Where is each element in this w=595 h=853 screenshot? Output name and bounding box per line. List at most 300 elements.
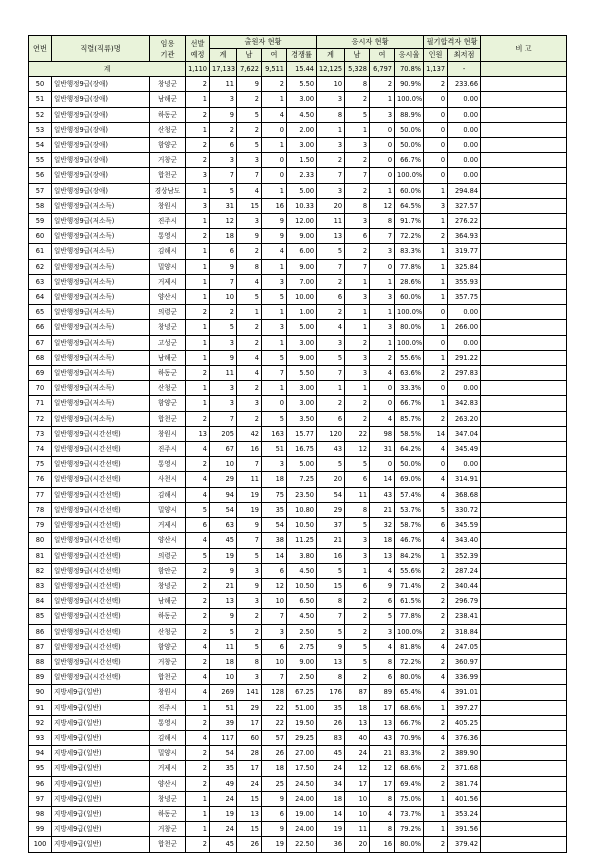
row-min-score: 357.75: [448, 290, 481, 305]
row-ex-male: 2: [345, 670, 370, 685]
row-job: 지방세9급(일반): [52, 700, 150, 715]
row-job: 일반행정9급(장애): [52, 153, 150, 168]
row-min-score: 276.22: [448, 214, 481, 229]
row-app-male: 3: [237, 670, 262, 685]
header-applicants: 출원자 현황: [210, 36, 317, 49]
row-ex-male: 20: [345, 837, 370, 852]
row-no: 53: [29, 122, 52, 137]
row-job: 일반행정9급(시간선택): [52, 426, 150, 441]
row-ex-female: 6: [370, 670, 395, 685]
row-ratio: 67.25: [287, 685, 317, 700]
total-pass: 1,137: [424, 62, 448, 77]
row-app-total: 2: [210, 122, 237, 137]
row-org: 통영시: [150, 457, 186, 472]
row-pass: 1: [424, 791, 448, 806]
row-ex-female: 17: [370, 700, 395, 715]
row-app-female: 9: [262, 791, 287, 806]
row-app-female: 51: [262, 442, 287, 457]
row-note: [481, 381, 567, 396]
row-no: 61: [29, 244, 52, 259]
row-rate: 79.2%: [395, 822, 424, 837]
row-plan: 1: [186, 791, 210, 806]
row-ex-total: 37: [317, 518, 345, 533]
total-note: [481, 62, 567, 77]
row-ex-male: 6: [345, 229, 370, 244]
row-org: 하동군: [150, 609, 186, 624]
row-job: 일반행정9급(장애): [52, 107, 150, 122]
row-ex-female: 0: [370, 457, 395, 472]
row-app-male: 26: [237, 837, 262, 852]
table-row: [29, 700, 567, 715]
row-rate: 83.3%: [395, 746, 424, 761]
row-ex-male: 11: [345, 822, 370, 837]
row-ratio: 24.50: [287, 776, 317, 791]
row-app-male: 4: [237, 274, 262, 289]
row-org: 경상남도: [150, 183, 186, 198]
row-org: 함안군: [150, 563, 186, 578]
total-app-female: 9,511: [262, 62, 287, 77]
row-min-score: 368.68: [448, 487, 481, 502]
row-app-female: 6: [262, 806, 287, 821]
row-app-total: 54: [210, 746, 237, 761]
row-ex-male: 1: [345, 305, 370, 320]
row-ex-female: 89: [370, 685, 395, 700]
row-app-total: 21: [210, 578, 237, 593]
row-no: 66: [29, 320, 52, 335]
row-app-female: 26: [262, 746, 287, 761]
row-app-total: 117: [210, 730, 237, 745]
row-no: 100: [29, 837, 52, 852]
row-app-male: 17: [237, 715, 262, 730]
row-app-total: 12: [210, 214, 237, 229]
row-app-female: 3: [262, 624, 287, 639]
row-job: 일반행정9급(장애): [52, 138, 150, 153]
row-ex-female: 16: [370, 837, 395, 852]
row-note: [481, 259, 567, 274]
row-org: 남해군: [150, 350, 186, 365]
row-ratio: 5.00: [287, 320, 317, 335]
row-ex-male: 2: [345, 411, 370, 426]
row-note: [481, 244, 567, 259]
row-ex-male: 2: [345, 92, 370, 107]
row-org: 밀양시: [150, 746, 186, 761]
row-pass: 1: [424, 259, 448, 274]
row-ex-female: 31: [370, 442, 395, 457]
row-ex-total: 10: [317, 77, 345, 92]
row-min-score: 381.74: [448, 776, 481, 791]
row-job: 지방세9급(일반): [52, 837, 150, 852]
table-row: [29, 791, 567, 806]
row-note: [481, 746, 567, 761]
row-min-score: 0.00: [448, 168, 481, 183]
row-note: [481, 396, 567, 411]
row-no: 82: [29, 563, 52, 578]
row-pass: 0: [424, 381, 448, 396]
row-note: [481, 670, 567, 685]
row-app-male: 141: [237, 685, 262, 700]
row-app-female: 16: [262, 198, 287, 213]
table-row: [29, 229, 567, 244]
row-job: 일반행정9급(저소득): [52, 244, 150, 259]
row-ex-female: 7: [370, 229, 395, 244]
row-pass: 1: [424, 396, 448, 411]
table-row: [29, 381, 567, 396]
row-rate: 50.0%: [395, 138, 424, 153]
row-ex-male: 2: [345, 244, 370, 259]
table-row: [29, 77, 567, 92]
row-plan: 3: [186, 168, 210, 183]
row-no: 95: [29, 761, 52, 776]
row-no: 84: [29, 594, 52, 609]
row-ex-female: 98: [370, 426, 395, 441]
row-ex-female: 6: [370, 594, 395, 609]
row-ex-female: 4: [370, 366, 395, 381]
row-app-female: 10: [262, 654, 287, 669]
row-no: 69: [29, 366, 52, 381]
row-job: 일반행정9급(저소득): [52, 335, 150, 350]
row-rate: 100.0%: [395, 305, 424, 320]
row-app-female: 5: [262, 350, 287, 365]
results-sheet: [28, 35, 566, 853]
row-app-total: 45: [210, 533, 237, 548]
row-pass: 1: [424, 290, 448, 305]
row-plan: 2: [186, 138, 210, 153]
row-ratio: 7.25: [287, 472, 317, 487]
row-app-female: 0: [262, 122, 287, 137]
row-app-male: 15: [237, 791, 262, 806]
row-ex-female: 43: [370, 730, 395, 745]
row-ex-male: 1: [345, 320, 370, 335]
row-note: [481, 502, 567, 517]
row-app-female: 1: [262, 92, 287, 107]
row-app-female: 9: [262, 214, 287, 229]
row-job: 지방세9급(일반): [52, 715, 150, 730]
row-no: 54: [29, 138, 52, 153]
row-job: 일반행정9급(저소득): [52, 290, 150, 305]
table-row: [29, 746, 567, 761]
row-job: 일반행정9급(시간선택): [52, 533, 150, 548]
row-rate: 80.0%: [395, 670, 424, 685]
row-pass: 2: [424, 229, 448, 244]
row-job: 일반행정9급(저소득): [52, 411, 150, 426]
row-no: 52: [29, 107, 52, 122]
row-plan: 4: [186, 442, 210, 457]
row-rate: 85.7%: [395, 411, 424, 426]
row-org: 양산시: [150, 776, 186, 791]
row-rate: 69.4%: [395, 776, 424, 791]
row-ex-male: 2: [345, 153, 370, 168]
row-ex-total: 45: [317, 746, 345, 761]
row-ex-female: 21: [370, 502, 395, 517]
row-no: 89: [29, 670, 52, 685]
row-rate: 60.0%: [395, 290, 424, 305]
row-app-female: 22: [262, 715, 287, 730]
row-app-total: 67: [210, 442, 237, 457]
table-row: [29, 411, 567, 426]
row-pass: 1: [424, 822, 448, 837]
row-ex-male: 6: [345, 472, 370, 487]
row-org: 창녕군: [150, 791, 186, 806]
row-ex-female: 1: [370, 92, 395, 107]
row-app-female: 57: [262, 730, 287, 745]
row-ex-total: 1: [317, 122, 345, 137]
row-rate: 66.7%: [395, 715, 424, 730]
row-org: 거제시: [150, 761, 186, 776]
row-pass: 6: [424, 518, 448, 533]
row-ex-male: 2: [345, 335, 370, 350]
row-org: 사천시: [150, 472, 186, 487]
row-note: [481, 77, 567, 92]
row-app-total: 269: [210, 685, 237, 700]
row-ratio: 6.50: [287, 594, 317, 609]
row-min-score: 364.93: [448, 229, 481, 244]
row-app-female: 18: [262, 761, 287, 776]
table-row: [29, 396, 567, 411]
row-app-female: 1: [262, 259, 287, 274]
row-ratio: 15.77: [287, 426, 317, 441]
row-ex-total: 5: [317, 624, 345, 639]
row-plan: 2: [186, 457, 210, 472]
row-app-female: 9: [262, 822, 287, 837]
row-org: 거창군: [150, 153, 186, 168]
row-app-female: 35: [262, 502, 287, 517]
row-min-score: 233.66: [448, 77, 481, 92]
table-row: [29, 107, 567, 122]
row-ex-male: 12: [345, 442, 370, 457]
row-pass: 0: [424, 153, 448, 168]
row-ex-female: 43: [370, 487, 395, 502]
table-row: [29, 578, 567, 593]
row-app-male: 2: [237, 335, 262, 350]
row-app-male: 4: [237, 366, 262, 381]
row-note: [481, 624, 567, 639]
row-org: 진주시: [150, 214, 186, 229]
row-app-male: 2: [237, 320, 262, 335]
table-row: [29, 487, 567, 502]
row-ex-total: 26: [317, 715, 345, 730]
row-app-male: 4: [237, 350, 262, 365]
row-app-male: 5: [237, 107, 262, 122]
row-app-total: 6: [210, 138, 237, 153]
row-note: [481, 791, 567, 806]
row-app-female: 3: [262, 457, 287, 472]
row-min-score: 296.79: [448, 594, 481, 609]
row-ex-female: 4: [370, 563, 395, 578]
row-min-score: 297.83: [448, 366, 481, 381]
row-plan: 4: [186, 730, 210, 745]
row-pass: 1: [424, 244, 448, 259]
row-no: 78: [29, 502, 52, 517]
row-plan: 1: [186, 396, 210, 411]
row-min-score: 391.01: [448, 685, 481, 700]
row-app-male: 28: [237, 746, 262, 761]
row-org: 창녕군: [150, 77, 186, 92]
row-ex-male: 2: [345, 396, 370, 411]
row-job: 일반행정9급(시간선택): [52, 472, 150, 487]
row-pass: 4: [424, 472, 448, 487]
row-plan: 1: [186, 92, 210, 107]
row-pass: 1: [424, 274, 448, 289]
row-ex-female: 12: [370, 761, 395, 776]
row-app-male: 19: [237, 502, 262, 517]
row-job: 일반행정9급(저소득): [52, 198, 150, 213]
row-no: 77: [29, 487, 52, 502]
row-ratio: 2.50: [287, 624, 317, 639]
row-plan: 2: [186, 563, 210, 578]
row-ratio: 9.00: [287, 350, 317, 365]
row-ratio: 10.50: [287, 518, 317, 533]
row-ex-male: 5: [345, 639, 370, 654]
row-org: 산청군: [150, 624, 186, 639]
header-ex-female: 여: [370, 49, 395, 62]
row-ex-total: 3: [317, 183, 345, 198]
row-ex-female: 0: [370, 396, 395, 411]
row-rate: 28.6%: [395, 274, 424, 289]
row-no: 86: [29, 624, 52, 639]
row-app-male: 2: [237, 92, 262, 107]
row-plan: 4: [186, 685, 210, 700]
row-app-female: 1: [262, 183, 287, 198]
row-ratio: 12.00: [287, 214, 317, 229]
row-job: 일반행정9급(시간선택): [52, 457, 150, 472]
row-org: 남해군: [150, 92, 186, 107]
row-ex-male: 1: [345, 274, 370, 289]
row-app-female: 7: [262, 366, 287, 381]
table-row: [29, 685, 567, 700]
row-note: [481, 563, 567, 578]
row-pass: 0: [424, 92, 448, 107]
row-org: 진주시: [150, 442, 186, 457]
row-app-female: 10: [262, 594, 287, 609]
row-ratio: 16.75: [287, 442, 317, 457]
row-job: 일반행정9급(시간선택): [52, 578, 150, 593]
row-min-score: 263.20: [448, 411, 481, 426]
row-no: 88: [29, 654, 52, 669]
row-note: [481, 594, 567, 609]
row-no: 99: [29, 822, 52, 837]
row-plan: 2: [186, 761, 210, 776]
row-plan: 2: [186, 609, 210, 624]
row-ex-male: 40: [345, 730, 370, 745]
total-ex-total: 12,125: [317, 62, 345, 77]
row-ex-female: 13: [370, 715, 395, 730]
row-rate: 75.0%: [395, 791, 424, 806]
table-row: [29, 730, 567, 745]
row-app-female: 18: [262, 472, 287, 487]
row-app-male: 7: [237, 533, 262, 548]
table-row: [29, 670, 567, 685]
row-pass: 4: [424, 533, 448, 548]
row-ex-total: 3: [317, 138, 345, 153]
row-plan: 1: [186, 122, 210, 137]
row-org: 고성군: [150, 335, 186, 350]
row-ex-male: 24: [345, 746, 370, 761]
row-app-male: 5: [237, 290, 262, 305]
row-plan: 1: [186, 214, 210, 229]
table-row: [29, 183, 567, 198]
row-app-male: 2: [237, 624, 262, 639]
row-app-male: 17: [237, 761, 262, 776]
row-app-total: 24: [210, 822, 237, 837]
row-app-total: 54: [210, 502, 237, 517]
total-min: -: [448, 62, 481, 77]
row-pass: 2: [424, 776, 448, 791]
row-app-male: 24: [237, 776, 262, 791]
row-plan: 4: [186, 670, 210, 685]
row-ex-male: 2: [345, 609, 370, 624]
row-job: 일반행정9급(저소득): [52, 366, 150, 381]
row-rate: 55.6%: [395, 563, 424, 578]
row-ratio: 5.50: [287, 77, 317, 92]
row-note: [481, 730, 567, 745]
row-min-score: 318.84: [448, 624, 481, 639]
row-app-female: 54: [262, 518, 287, 533]
row-no: 90: [29, 685, 52, 700]
row-pass: 0: [424, 335, 448, 350]
row-plan: 2: [186, 77, 210, 92]
row-app-female: 0: [262, 396, 287, 411]
row-job: 일반행정9급(시간선택): [52, 670, 150, 685]
row-note: [481, 761, 567, 776]
row-ratio: 29.25: [287, 730, 317, 745]
row-plan: 1: [186, 244, 210, 259]
row-min-score: 294.84: [448, 183, 481, 198]
row-ex-total: 14: [317, 806, 345, 821]
row-rate: 73.7%: [395, 806, 424, 821]
row-ratio: 4.50: [287, 609, 317, 624]
row-rate: 80.0%: [395, 837, 424, 852]
row-ex-female: 8: [370, 214, 395, 229]
row-ex-female: 8: [370, 654, 395, 669]
row-pass: 0: [424, 168, 448, 183]
row-org: 밀양시: [150, 259, 186, 274]
row-pass: 5: [424, 502, 448, 517]
row-pass: 1: [424, 320, 448, 335]
row-pass: 2: [424, 563, 448, 578]
row-ratio: 2.33: [287, 168, 317, 183]
row-note: [481, 715, 567, 730]
row-app-male: 15: [237, 198, 262, 213]
row-job: 일반행정9급(시간선택): [52, 502, 150, 517]
row-ex-male: 3: [345, 138, 370, 153]
row-ratio: 19.50: [287, 715, 317, 730]
row-job: 일반행정9급(저소득): [52, 396, 150, 411]
row-ex-total: 24: [317, 761, 345, 776]
table-row: [29, 426, 567, 441]
row-pass: 2: [424, 654, 448, 669]
row-ratio: 5.00: [287, 457, 317, 472]
row-min-score: 247.05: [448, 639, 481, 654]
row-app-total: 11: [210, 77, 237, 92]
row-pass: 4: [424, 442, 448, 457]
row-app-male: 5: [237, 639, 262, 654]
row-pass: 1: [424, 700, 448, 715]
row-rate: 50.0%: [395, 122, 424, 137]
row-ratio: 10.33: [287, 198, 317, 213]
row-ex-total: 7: [317, 366, 345, 381]
row-no: 65: [29, 305, 52, 320]
row-no: 51: [29, 92, 52, 107]
row-ex-female: 1: [370, 183, 395, 198]
row-note: [481, 548, 567, 563]
row-plan: 2: [186, 837, 210, 852]
row-plan: 1: [186, 350, 210, 365]
row-ex-female: 0: [370, 122, 395, 137]
row-ex-male: 5: [345, 107, 370, 122]
row-ex-male: 8: [345, 77, 370, 92]
row-note: [481, 685, 567, 700]
row-pass: 0: [424, 138, 448, 153]
